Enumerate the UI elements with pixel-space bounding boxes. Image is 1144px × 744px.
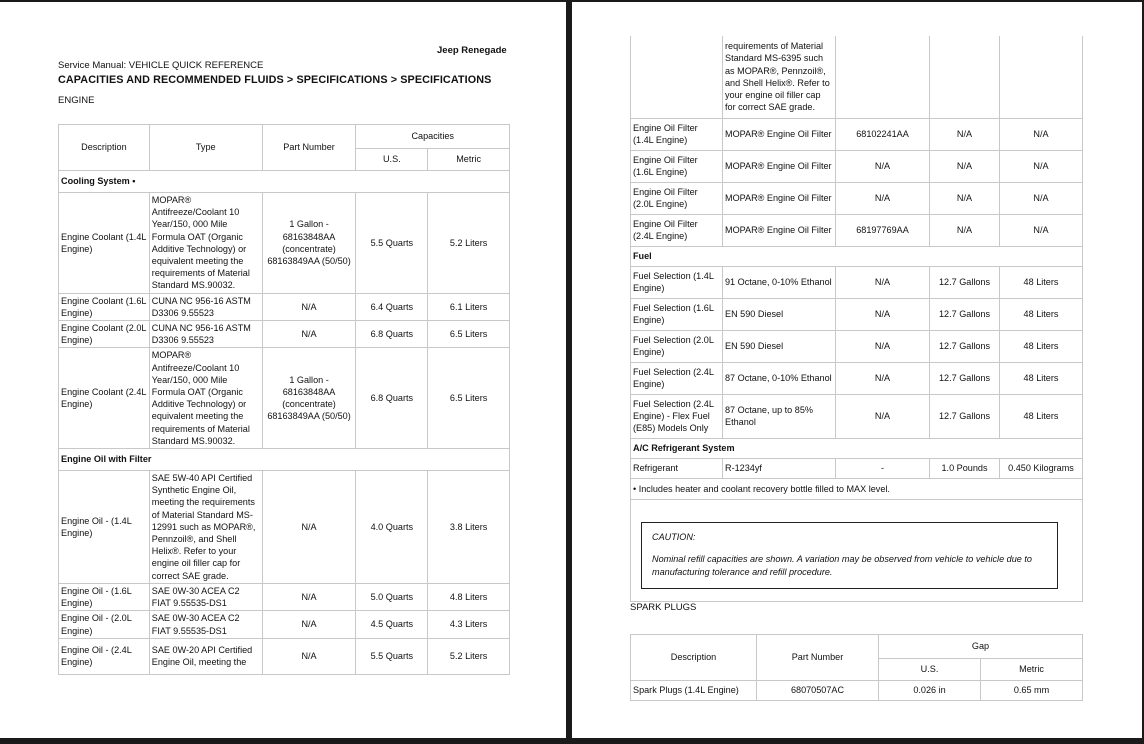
cell-us: 4.0 Quarts bbox=[356, 471, 428, 584]
left-page bbox=[0, 2, 566, 738]
cell-us: 6.8 Quarts bbox=[356, 348, 428, 449]
cell-part-number: N/A bbox=[262, 638, 356, 674]
cell-metric: 6.5 Liters bbox=[428, 321, 510, 348]
cell-description: Fuel Selection (1.6L Engine) bbox=[631, 298, 723, 330]
header-part-number: Part Number bbox=[757, 635, 879, 681]
cell-description: Engine Coolant (1.6L Engine) bbox=[59, 293, 150, 320]
cell-type: MOPAR® Engine Oil Filter bbox=[723, 214, 836, 246]
table-row bbox=[59, 321, 510, 348]
cell-part-number: N/A bbox=[262, 583, 356, 610]
cell-description: Spark Plugs (1.4L Engine) bbox=[631, 681, 757, 701]
cell-part-number: 68197769AA bbox=[836, 214, 930, 246]
cell-description: Engine Oil - (1.6L Engine) bbox=[59, 583, 150, 610]
table-row bbox=[631, 182, 1083, 214]
cell-type: EN 590 Diesel bbox=[723, 330, 836, 362]
caution-text: Nominal refill capacities are shown. A variation may be observed from vehicle to vehicle due to manufacturing tolerance and refill procedure. bbox=[652, 554, 1032, 577]
header-description: Description bbox=[631, 635, 757, 681]
cell-part-number: 1 Gallon - 68163848AA (concentrate) 68163849AA (50/50) bbox=[262, 348, 356, 449]
cell-part-number: N/A bbox=[836, 150, 930, 182]
cell-description: Engine Oil Filter (2.4L Engine) bbox=[631, 214, 723, 246]
page-heading: CAPACITIES AND RECOMMENDED FLUIDS > SPECIFICATIONS > SPECIFICATIONS bbox=[58, 74, 492, 86]
header-us: U.S. bbox=[356, 149, 428, 171]
cell-us: N/A bbox=[930, 150, 1000, 182]
caution-title: CAUTION: bbox=[652, 531, 696, 542]
table-row bbox=[631, 681, 1083, 701]
cell-part-number: N/A bbox=[836, 266, 930, 298]
cell-description: Fuel Selection (2.0L Engine) bbox=[631, 330, 723, 362]
header-description: Description bbox=[59, 125, 150, 171]
section-title: ENGINE bbox=[58, 95, 95, 106]
table-row-continued bbox=[631, 36, 1083, 118]
cell-metric: N/A bbox=[1000, 150, 1083, 182]
cell-metric: 6.5 Liters bbox=[428, 348, 510, 449]
cell-us: 6.8 Quarts bbox=[356, 321, 428, 348]
cell-metric: 48 Liters bbox=[1000, 298, 1083, 330]
group-ac-refrigerant: A/C Refrigerant System bbox=[631, 438, 1083, 458]
header-capacities: Capacities bbox=[356, 125, 510, 149]
header-us: U.S. bbox=[879, 659, 981, 681]
cell-metric: 3.8 Liters bbox=[428, 471, 510, 584]
table-row bbox=[59, 638, 510, 674]
cell-type: SAE 5W-40 API Certified Synthetic Engine Oil, meeting the requirements of Material Standard MS-12991 such as MOPAR®, Pennzoil®, and Shell Helix®. Refer to your engine oil filler cap for correct SAE grade. bbox=[149, 471, 262, 584]
table-row bbox=[59, 611, 510, 638]
cell-description: Fuel Selection (2.4L Engine) bbox=[631, 362, 723, 394]
cell-part-number: N/A bbox=[262, 471, 356, 584]
cell-description bbox=[631, 36, 723, 118]
cell-type: requirements of Material Standard MS-6395 such as MOPAR®, Pennzoil®, and Shell Helix®. Refer to your engine oil filler cap for correct SAE grade. bbox=[723, 36, 836, 118]
cell-type: 87 Octane, up to 85% Ethanol bbox=[723, 394, 836, 438]
manual-title: Service Manual: VEHICLE QUICK REFERENCE bbox=[58, 60, 264, 71]
cell-description: Refrigerant bbox=[631, 458, 723, 478]
cell-type: MOPAR® Antifreeze/Coolant 10 Year/150, 000 Mile Formula OAT (Organic Additive Technology) or equivalent meeting the requirements of Material Standard MS.90032. bbox=[149, 193, 262, 294]
header-type: Type bbox=[149, 125, 262, 171]
table-row bbox=[631, 118, 1083, 150]
cell-us: N/A bbox=[930, 214, 1000, 246]
caution-box bbox=[641, 522, 1058, 589]
cell-metric: 5.2 Liters bbox=[428, 638, 510, 674]
cell-metric: 4.8 Liters bbox=[428, 583, 510, 610]
cell-us: 5.0 Quarts bbox=[356, 583, 428, 610]
cell-part-number bbox=[836, 36, 930, 118]
table-row bbox=[631, 214, 1083, 246]
cell-description: Fuel Selection (1.4L Engine) bbox=[631, 266, 723, 298]
cell-description: Engine Oil - (2.0L Engine) bbox=[59, 611, 150, 638]
cell-metric: 0.65 mm bbox=[981, 681, 1083, 701]
cell-type: MOPAR® Engine Oil Filter bbox=[723, 182, 836, 214]
spark-plugs-table bbox=[630, 634, 1083, 701]
cell-metric: 5.2 Liters bbox=[428, 193, 510, 294]
cell-type: CUNA NC 956-16 ASTM D3306 9.55523 bbox=[149, 321, 262, 348]
cell-metric: 4.3 Liters bbox=[428, 611, 510, 638]
cell-part-number: N/A bbox=[262, 293, 356, 320]
cell-description: Engine Oil - (2.4L Engine) bbox=[59, 638, 150, 674]
cell-part-number: 68102241AA bbox=[836, 118, 930, 150]
capacities-table bbox=[58, 124, 510, 675]
group-cooling-system: Cooling System • bbox=[59, 171, 510, 193]
cell-us: 0.026 in bbox=[879, 681, 981, 701]
cell-metric: N/A bbox=[1000, 182, 1083, 214]
cell-type: SAE 0W-20 API Certified Engine Oil, meeting the bbox=[149, 638, 262, 674]
caution-cell bbox=[631, 499, 1083, 601]
cell-description: Engine Coolant (1.4L Engine) bbox=[59, 193, 150, 294]
cell-us: N/A bbox=[930, 118, 1000, 150]
cell-metric: 48 Liters bbox=[1000, 266, 1083, 298]
cell-part-number: N/A bbox=[836, 182, 930, 214]
table-row bbox=[59, 583, 510, 610]
vehicle-brand: Jeep Renegade bbox=[437, 45, 507, 56]
table-row bbox=[59, 471, 510, 584]
cell-description: Engine Oil - (1.4L Engine) bbox=[59, 471, 150, 584]
table-row bbox=[59, 193, 510, 294]
cell-description: Engine Oil Filter (2.0L Engine) bbox=[631, 182, 723, 214]
cell-us: 6.4 Quarts bbox=[356, 293, 428, 320]
table-row bbox=[631, 266, 1083, 298]
cell-description: Engine Oil Filter (1.6L Engine) bbox=[631, 150, 723, 182]
cell-part-number: N/A bbox=[262, 321, 356, 348]
cell-us: 1.0 Pounds bbox=[930, 458, 1000, 478]
cell-type: R-1234yf bbox=[723, 458, 836, 478]
cell-us: 12.7 Gallons bbox=[930, 394, 1000, 438]
capacities-table-continued bbox=[630, 36, 1083, 602]
cell-us: 12.7 Gallons bbox=[930, 362, 1000, 394]
cell-type: MOPAR® Engine Oil Filter bbox=[723, 150, 836, 182]
cell-type: EN 590 Diesel bbox=[723, 298, 836, 330]
cell-part-number: N/A bbox=[836, 298, 930, 330]
cell-us: 12.7 Gallons bbox=[930, 266, 1000, 298]
table-row bbox=[59, 348, 510, 449]
spark-plugs-title: SPARK PLUGS bbox=[630, 602, 697, 613]
group-engine-oil: Engine Oil with Filter bbox=[59, 449, 510, 471]
cell-part-number: - bbox=[836, 458, 930, 478]
header-metric: Metric bbox=[428, 149, 510, 171]
header-gap: Gap bbox=[879, 635, 1083, 659]
cell-type: 91 Octane, 0-10% Ethanol bbox=[723, 266, 836, 298]
cell-part-number: N/A bbox=[836, 330, 930, 362]
cell-part-number: 68070507AC bbox=[757, 681, 879, 701]
cell-us bbox=[930, 36, 1000, 118]
cell-us: 12.7 Gallons bbox=[930, 330, 1000, 362]
group-fuel: Fuel bbox=[631, 246, 1083, 266]
cell-us: N/A bbox=[930, 182, 1000, 214]
cell-type: MOPAR® Engine Oil Filter bbox=[723, 118, 836, 150]
footnote: • Includes heater and coolant recovery bottle filled to MAX level. bbox=[631, 478, 1083, 499]
cell-part-number: N/A bbox=[262, 611, 356, 638]
cell-metric: N/A bbox=[1000, 214, 1083, 246]
cell-us: 5.5 Quarts bbox=[356, 638, 428, 674]
cell-metric: 0.450 Kilograms bbox=[1000, 458, 1083, 478]
cell-metric bbox=[1000, 36, 1083, 118]
cell-metric: 48 Liters bbox=[1000, 330, 1083, 362]
cell-type: CUNA NC 956-16 ASTM D3306 9.55523 bbox=[149, 293, 262, 320]
cell-description: Engine Oil Filter (1.4L Engine) bbox=[631, 118, 723, 150]
header-part-number: Part Number bbox=[262, 125, 356, 171]
table-row bbox=[59, 293, 510, 320]
cell-type: SAE 0W-30 ACEA C2 FIAT 9.55535-DS1 bbox=[149, 583, 262, 610]
cell-metric: 48 Liters bbox=[1000, 362, 1083, 394]
cell-part-number: 1 Gallon - 68163848AA (concentrate) 68163849AA (50/50) bbox=[262, 193, 356, 294]
table-row bbox=[631, 150, 1083, 182]
cell-metric: N/A bbox=[1000, 118, 1083, 150]
cell-us: 12.7 Gallons bbox=[930, 298, 1000, 330]
table-row bbox=[631, 298, 1083, 330]
table-row bbox=[631, 362, 1083, 394]
cell-us: 4.5 Quarts bbox=[356, 611, 428, 638]
cell-type: SAE 0W-30 ACEA C2 FIAT 9.55535-DS1 bbox=[149, 611, 262, 638]
table-row bbox=[631, 394, 1083, 438]
cell-description: Engine Coolant (2.0L Engine) bbox=[59, 321, 150, 348]
table-row bbox=[631, 458, 1083, 478]
cell-us: 5.5 Quarts bbox=[356, 193, 428, 294]
right-page bbox=[572, 2, 1142, 738]
cell-type: 87 Octane, 0-10% Ethanol bbox=[723, 362, 836, 394]
cell-description: Engine Coolant (2.4L Engine) bbox=[59, 348, 150, 449]
cell-part-number: N/A bbox=[836, 394, 930, 438]
cell-type: MOPAR® Antifreeze/Coolant 10 Year/150, 000 Mile Formula OAT (Organic Additive Technology) or equivalent meeting the requirements of Material Standard MS.90032. bbox=[149, 348, 262, 449]
cell-description: Fuel Selection (2.4L Engine) - Flex Fuel (E85) Models Only bbox=[631, 394, 723, 438]
cell-metric: 48 Liters bbox=[1000, 394, 1083, 438]
cell-part-number: N/A bbox=[836, 362, 930, 394]
table-row bbox=[631, 330, 1083, 362]
header-metric: Metric bbox=[981, 659, 1083, 681]
cell-metric: 6.1 Liters bbox=[428, 293, 510, 320]
